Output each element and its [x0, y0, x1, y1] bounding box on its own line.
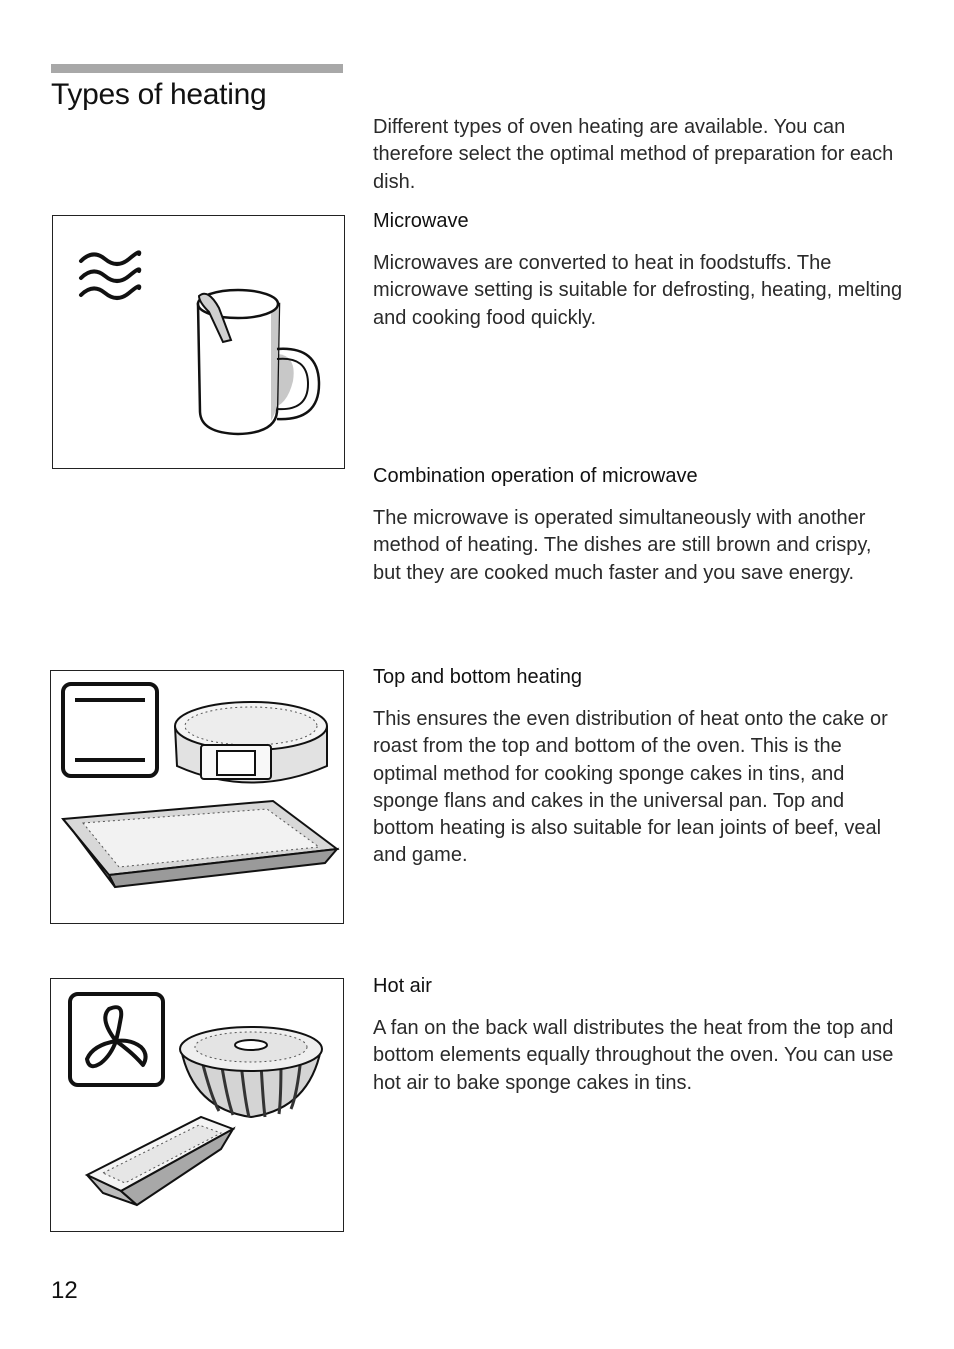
baking-tray-icon: [63, 801, 337, 887]
section-hot-air: [373, 975, 903, 1097]
section-top-bottom: [373, 666, 903, 870]
section-microwave: [373, 210, 903, 332]
hot-air-illustration: [50, 978, 344, 1232]
fan-icon: [70, 994, 163, 1085]
page-title: Types of heating: [51, 78, 267, 111]
page-number: 12: [51, 1277, 78, 1304]
section-body: Microwaves are converted to heat in foodstuffs. The microwave setting is suitable for defrosting, heating, melting and cooking food quickly.: [373, 252, 903, 329]
section-body: This ensures the even distribution of heat onto the cake or roast from the top and bottom of the oven. This is the optimal method for cooking sponge cakes in tins, and sponge flans and cakes in the universal pan. Top and bottom heating is also suitable for lean joints of beef, veal and game.: [373, 708, 888, 867]
springform-tin-icon: [175, 702, 327, 783]
mug-icon: [198, 290, 319, 434]
top-bottom-heat-icon: [63, 684, 157, 776]
section-heading: Top and bottom heating: [373, 666, 583, 688]
microwave-waves-icon: [81, 252, 139, 298]
intro-block: [373, 114, 903, 196]
section-heading: Combination operation of microwave: [373, 465, 698, 487]
microwave-illustration: [52, 215, 345, 469]
section-heading: Hot air: [373, 975, 432, 997]
loaf-tin-icon: [87, 1117, 233, 1205]
section-body: A fan on the back wall distributes the heat from the top and bottom elements equally throughout the oven. You can use hot air to bake sponge cakes in tins.: [373, 1017, 894, 1094]
intro-text: Different types of oven heating are available. You can therefore select the optimal method of preparation for each dish.: [373, 116, 894, 193]
top-bottom-heating-illustration: [50, 670, 344, 924]
section-heading: Microwave: [373, 210, 469, 232]
section-body: The microwave is operated simultaneously with another method of heating. The dishes are still brown and crispy, but they are cooked much faster and you save energy.: [373, 507, 872, 584]
title-rule: [51, 64, 343, 73]
bundt-pan-icon: [180, 1027, 322, 1117]
section-combination: [373, 465, 903, 587]
